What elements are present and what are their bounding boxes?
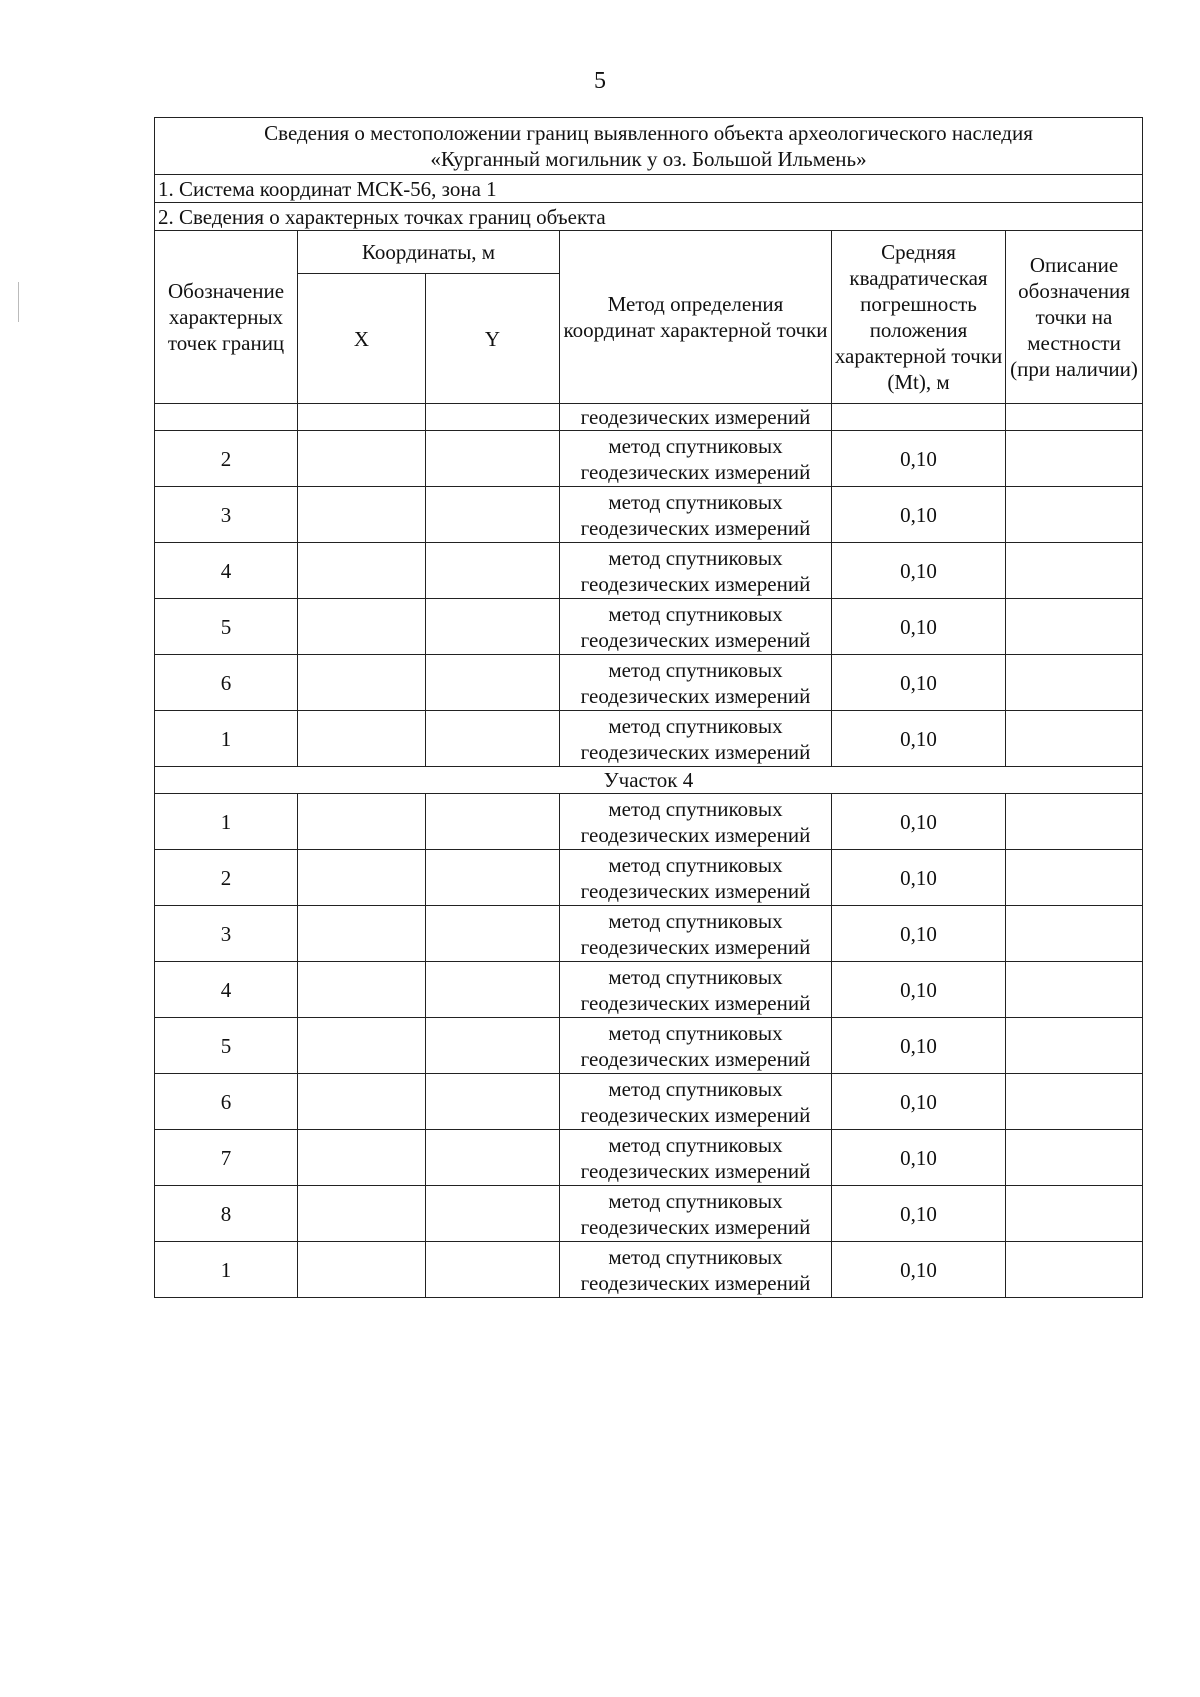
cell-method — [560, 850, 832, 906]
method-line2: геодезических измерений — [580, 459, 811, 484]
table-row — [155, 794, 1143, 850]
method-line2: геодезических измерений — [580, 1158, 811, 1183]
table-row — [155, 655, 1143, 711]
section-row — [155, 767, 1143, 794]
method-line1: метод спутниковых — [608, 1244, 783, 1269]
cell-point: 4 — [155, 962, 298, 1018]
cell-x — [298, 906, 426, 962]
cell-point: 6 — [155, 655, 298, 711]
title-row — [155, 118, 1143, 175]
table-row — [155, 1130, 1143, 1186]
cell-description — [1006, 1186, 1143, 1242]
cell-method: геодезических измерений — [560, 404, 832, 431]
cell-method — [560, 543, 832, 599]
cell-method — [560, 599, 832, 655]
method-line1: метод спутниковых — [608, 489, 783, 514]
method-line1: метод спутниковых — [608, 852, 783, 877]
header-row-1 — [155, 231, 1143, 274]
cell-y — [426, 711, 560, 767]
cell-point: 3 — [155, 487, 298, 543]
cell-description — [1006, 487, 1143, 543]
method-line2: геодезических измерений — [580, 1270, 811, 1295]
header-description: Описание обозначения точки на местности (при наличии) — [1006, 231, 1143, 404]
cell-y — [426, 1242, 560, 1298]
cell-error: 0,10 — [832, 1242, 1006, 1298]
table-row — [155, 431, 1143, 487]
cell-point: 7 — [155, 1130, 298, 1186]
cell-point: 2 — [155, 431, 298, 487]
table-row — [155, 599, 1143, 655]
cell-y — [426, 1074, 560, 1130]
table-row — [155, 711, 1143, 767]
method-line1: метод спутниковых — [608, 1076, 783, 1101]
coordinate-system-row — [155, 175, 1143, 203]
cell-error: 0,10 — [832, 906, 1006, 962]
cell-description — [1006, 1074, 1143, 1130]
table-row — [155, 1074, 1143, 1130]
cell-point: 1 — [155, 794, 298, 850]
points-heading-row — [155, 203, 1143, 231]
method-line2: геодезических измерений — [580, 1214, 811, 1239]
cell-x — [298, 850, 426, 906]
method-line2: геодезических измерений — [580, 1102, 811, 1127]
method-line2: геодезических измерений — [580, 739, 811, 764]
cell-method — [560, 962, 832, 1018]
cell-error: 0,10 — [832, 487, 1006, 543]
cell-method — [560, 1074, 832, 1130]
table-row — [155, 962, 1143, 1018]
header-coords: Координаты, м — [298, 231, 560, 274]
cell-point — [155, 404, 298, 431]
method-line2: геодезических измерений — [580, 878, 811, 903]
method-line1: метод спутниковых — [608, 908, 783, 933]
method-line1: метод спутниковых — [608, 1188, 783, 1213]
table-row — [155, 906, 1143, 962]
cell-y — [426, 1186, 560, 1242]
cell-x — [298, 794, 426, 850]
method-line1: метод спутниковых — [608, 1132, 783, 1157]
cell-description — [1006, 1242, 1143, 1298]
cell-x — [298, 1018, 426, 1074]
cell-x — [298, 711, 426, 767]
header-error: Средняя квадратическая погрешность положения характерной точки (Mt), м — [832, 231, 1006, 404]
cell-description — [1006, 711, 1143, 767]
cell-point: 6 — [155, 1074, 298, 1130]
method-line1: метод спутниковых — [608, 545, 783, 570]
method-line2: геодезических измерений — [580, 1046, 811, 1071]
cell-point: 5 — [155, 599, 298, 655]
method-line1: метод спутниковых — [608, 601, 783, 626]
cell-x — [298, 1130, 426, 1186]
section-title: Участок 4 — [155, 767, 1143, 794]
cell-point: 4 — [155, 543, 298, 599]
table-row — [155, 1018, 1143, 1074]
table-row — [155, 850, 1143, 906]
header-x: X — [298, 274, 426, 404]
cell-error: 0,10 — [832, 1130, 1006, 1186]
cell-x — [298, 1242, 426, 1298]
cell-description — [1006, 1018, 1143, 1074]
method-line2: геодезических измерений — [580, 934, 811, 959]
cell-y — [426, 962, 560, 1018]
cell-method — [560, 655, 832, 711]
cell-description — [1006, 850, 1143, 906]
cell-error: 0,10 — [832, 850, 1006, 906]
cell-description — [1006, 962, 1143, 1018]
method-line1: метод спутниковых — [608, 796, 783, 821]
cell-error — [832, 404, 1006, 431]
table-title-line1: Сведения о местоположении границ выявленного объекта археологического наследия — [264, 121, 1033, 145]
method-line2: геодезических измерений — [580, 990, 811, 1015]
table-row — [155, 1186, 1143, 1242]
cell-x — [298, 1074, 426, 1130]
boundary-points-table — [154, 117, 1143, 1298]
cell-error: 0,10 — [832, 431, 1006, 487]
cell-x — [298, 962, 426, 1018]
cell-point: 1 — [155, 711, 298, 767]
cell-point: 1 — [155, 1242, 298, 1298]
method-line2: геодезических измерений — [580, 515, 811, 540]
scan-artifact-mark — [18, 282, 19, 322]
cell-method — [560, 711, 832, 767]
page-number: 5 — [594, 68, 606, 94]
cell-method — [560, 1242, 832, 1298]
cell-y — [426, 906, 560, 962]
cell-x — [298, 431, 426, 487]
method-line2: геодезических измерений — [580, 627, 811, 652]
cell-description — [1006, 404, 1143, 431]
cell-error: 0,10 — [832, 599, 1006, 655]
cell-x — [298, 404, 426, 431]
cell-x — [298, 487, 426, 543]
cell-description — [1006, 906, 1143, 962]
header-y: Y — [426, 274, 560, 404]
cell-method — [560, 487, 832, 543]
cell-y — [426, 543, 560, 599]
cell-point: 2 — [155, 850, 298, 906]
cell-error: 0,10 — [832, 655, 1006, 711]
cell-error: 0,10 — [832, 711, 1006, 767]
cell-y — [426, 431, 560, 487]
table-title — [155, 118, 1143, 175]
method-line2: геодезических измерений — [580, 822, 811, 847]
cell-description — [1006, 599, 1143, 655]
header-method: Метод определения координат характерной точки — [560, 231, 832, 404]
cell-error: 0,10 — [832, 1074, 1006, 1130]
cell-description — [1006, 655, 1143, 711]
cell-x — [298, 599, 426, 655]
table-row — [155, 543, 1143, 599]
cell-point: 8 — [155, 1186, 298, 1242]
cell-y — [426, 404, 560, 431]
cell-method — [560, 1186, 832, 1242]
table-row — [155, 487, 1143, 543]
cell-y — [426, 1018, 560, 1074]
cell-y — [426, 487, 560, 543]
method-line2: геодезических измерений — [580, 571, 811, 596]
cell-method — [560, 906, 832, 962]
cell-point: 5 — [155, 1018, 298, 1074]
cell-error: 0,10 — [832, 1186, 1006, 1242]
cell-description — [1006, 431, 1143, 487]
cell-description — [1006, 543, 1143, 599]
continuation-row — [155, 404, 1143, 431]
cell-description — [1006, 1130, 1143, 1186]
points-heading-cell: 2. Сведения о характерных точках границ объекта — [155, 203, 1143, 231]
coordinate-system-cell: 1. Система координат МСК-56, зона 1 — [155, 175, 1143, 203]
cell-y — [426, 599, 560, 655]
cell-error: 0,10 — [832, 1018, 1006, 1074]
cell-method — [560, 431, 832, 487]
cell-method — [560, 1018, 832, 1074]
cell-error: 0,10 — [832, 794, 1006, 850]
method-line2: геодезических измерений — [580, 683, 811, 708]
cell-x — [298, 655, 426, 711]
header-point: Обозначение характерных точек границ — [155, 231, 298, 404]
cell-y — [426, 794, 560, 850]
cell-x — [298, 1186, 426, 1242]
cell-method — [560, 794, 832, 850]
table-title-line2: «Курганный могильник у оз. Большой Ильмень» — [430, 147, 867, 171]
table-row — [155, 1242, 1143, 1298]
method-line1: метод спутниковых — [608, 964, 783, 989]
cell-point: 3 — [155, 906, 298, 962]
method-line1: метод спутниковых — [608, 1020, 783, 1045]
method-line1: метод спутниковых — [608, 657, 783, 682]
cell-method — [560, 1130, 832, 1186]
method-line1: метод спутниковых — [608, 713, 783, 738]
cell-y — [426, 655, 560, 711]
cell-error: 0,10 — [832, 962, 1006, 1018]
cell-description — [1006, 794, 1143, 850]
cell-error: 0,10 — [832, 543, 1006, 599]
cell-y — [426, 1130, 560, 1186]
cell-y — [426, 850, 560, 906]
cell-x — [298, 543, 426, 599]
method-line1: метод спутниковых — [608, 433, 783, 458]
